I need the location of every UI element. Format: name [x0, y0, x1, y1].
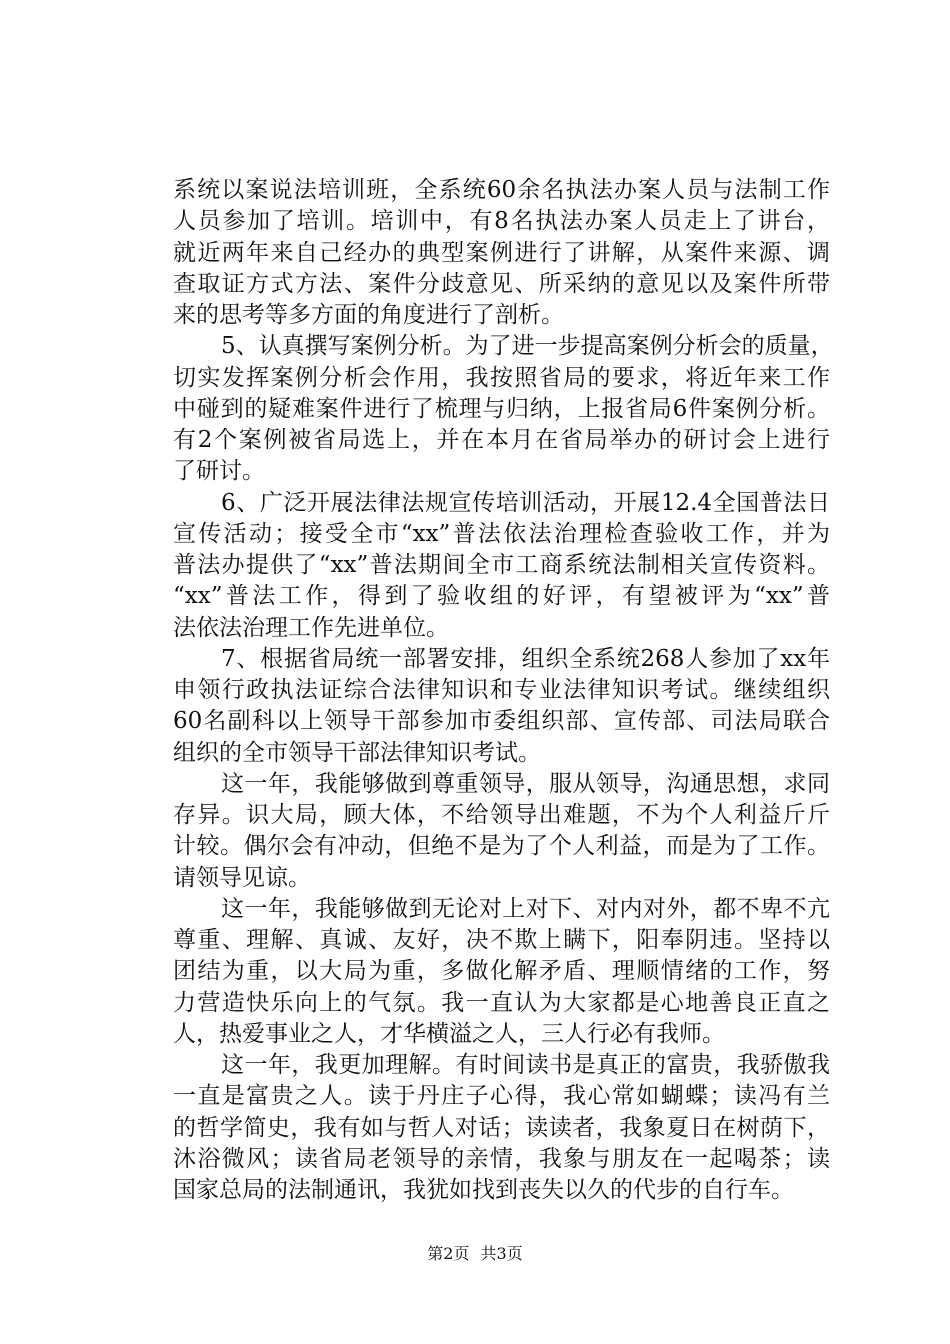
text-line: 团结为重，以大局为重，多做化解矛盾、理顺情绪的工作，努: [173, 958, 830, 985]
text-line: 存异。识大局，顾大体，不给领导出难题，不为个人利益斤斤: [173, 802, 830, 828]
text-line: 国家总局的法制通讯，我犹如找到丧失以久的代步的自行车。: [173, 1177, 794, 1203]
text-line: 中碰到的疑难案件进行了梳理与归纳，上报省局6件案例分析。: [173, 395, 830, 422]
text-line: 尊重、理解、真诚、友好，决不欺上瞒下，阳奉阴违。坚持以: [173, 927, 830, 953]
page-footer: [0, 1243, 950, 1265]
text-line: 法依法治理工作先进单位。: [173, 614, 449, 641]
text-line: 有2个案例被省局选上，并在本月在省局举办的研讨会上进行: [173, 427, 830, 453]
text-line: 力营造快乐向上的气氛。我一直认为大家都是心地善良正直之: [173, 989, 830, 1016]
text-line: 普法办提供了“xx”普法期间全市工商系统法制相关宣传资料。: [173, 552, 830, 578]
text-line: 这一年，我更加理解。有时间读书是真正的富贵，我骄傲我: [221, 1052, 830, 1078]
text-line: 这一年，我能够做到尊重领导，服从领导，沟通思想，求同: [221, 770, 830, 797]
text-line: 了研讨。: [173, 458, 265, 485]
text-line: 沐浴微风；读省局老领导的亲情，我象与朋友在一起喝茶；读: [173, 1145, 830, 1172]
page-total: 共3页: [480, 1244, 523, 1263]
text-line: 6、广泛开展法律法规宣传培训活动，开展12.4全国普法日: [221, 489, 830, 516]
text-line: 的哲学简史，我有如与哲人对话；读读者，我象夏日在树荫下，: [173, 1114, 830, 1141]
text-line: “xx”普法工作，得到了验收组的好评，有望被评为“xx”普: [173, 583, 830, 610]
text-line: 请领导见谅。: [173, 864, 311, 891]
text-line: 组织的全市领导干部法律知识考试。: [173, 739, 541, 766]
text-line: 系统以案说法培训班，全系统60余名执法办案人员与法制工作: [173, 177, 830, 203]
text-line: 人员参加了培训。培训中，有8名执法办案人员走上了讲台，: [173, 208, 830, 235]
text-line: 一直是富贵之人。读于丹庄子心得，我心常如蝴蝶；读冯有兰: [173, 1083, 830, 1110]
text-line: 5、认真撰写案例分析。为了进一步提高案例分析会的质量，: [221, 333, 834, 360]
text-line: 查取证方式方法、案件分歧意见、所采纳的意见以及案件所带: [173, 270, 830, 297]
page-number: 第2页: [427, 1244, 470, 1263]
text-line: 这一年，我能够做到无论对上对下、对内对外，都不卑不亢: [221, 895, 830, 922]
text-line: 人，热爱事业之人，才华横溢之人，三人行必有我师。: [173, 1020, 725, 1047]
text-line: 切实发挥案例分析会作用，我按照省局的要求，将近年来工作: [173, 364, 830, 391]
text-line: 就近两年来自己经办的典型案例进行了讲解，从案件来源、调: [173, 239, 830, 266]
text-line: 来的思考等多方面的角度进行了剖析。: [173, 302, 564, 328]
text-line: 宣传活动；接受全市“xx”普法依法治理检查验收工作，并为: [173, 520, 830, 547]
text-line: 7、根据省局统一部署安排，组织全系统268人参加了xx年: [221, 645, 830, 672]
text-line: 申领行政执法证综合法律知识和专业法律知识考试。继续组织: [173, 677, 830, 703]
text-line: 60名副科以上领导干部参加市委组织部、宣传部、司法局联合: [173, 708, 830, 735]
text-line: 计较。偶尔会有冲动，但绝不是为了个人利益，而是为了工作。: [173, 833, 830, 860]
